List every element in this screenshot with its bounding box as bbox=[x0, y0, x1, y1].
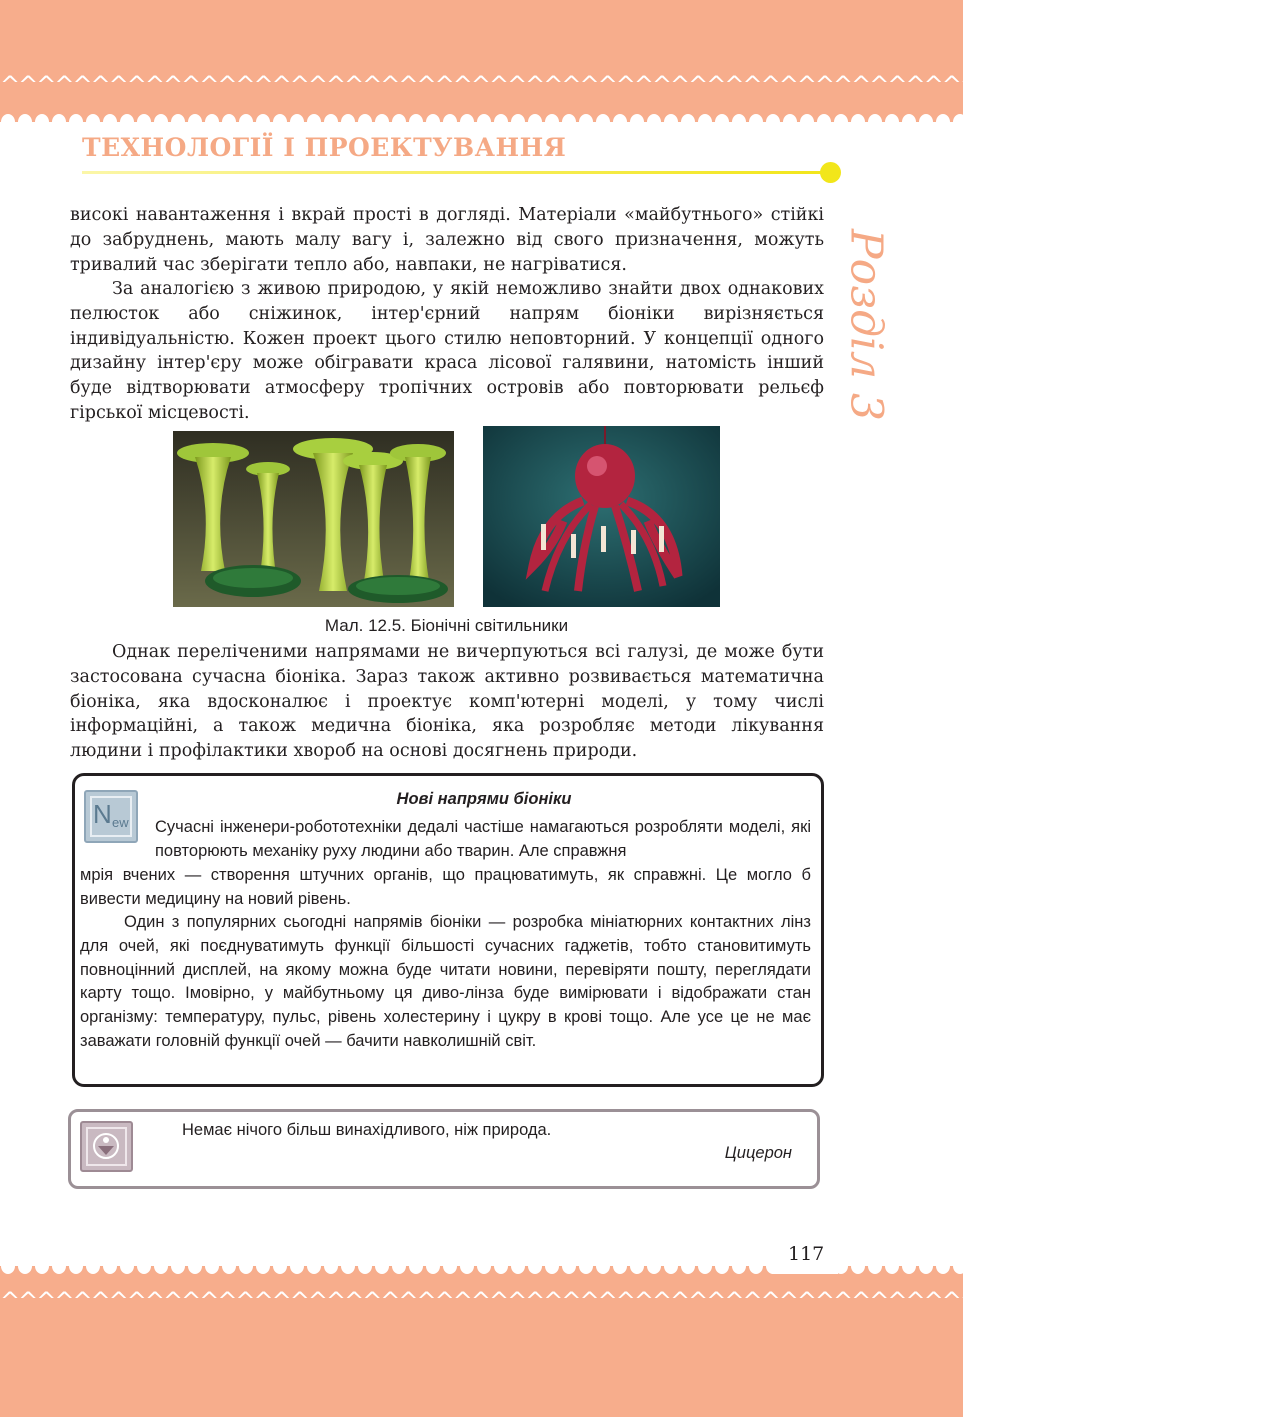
info-box-title: Нові напрями біоніки bbox=[396, 790, 572, 808]
chapter-side-label bbox=[836, 230, 896, 420]
quote-author: Цицерон bbox=[724, 1144, 792, 1162]
quote-text: Немає нічого більш винахідливого, ніж природа. bbox=[182, 1121, 552, 1139]
info-box-paragraph-1-rest: мрія вчених — створення штучних органів, що працюватимуть, як справжні. Це могло б вивести медицину на новий рівень. bbox=[80, 866, 811, 908]
footer-pattern-arrows: ^^^^^^^^^^^^^^^^^^^^^^^^^^^^^^^^^^^^^^^^^^^^^^^^^^^^^^^^^^^^^^^^^^^^^^ bbox=[0, 1287, 1268, 1315]
chapter-side-label-text: Розділ 3 bbox=[840, 228, 892, 422]
title-underline-dot bbox=[820, 162, 841, 183]
header-band bbox=[0, 0, 1268, 128]
page-number: 117 bbox=[788, 1243, 825, 1265]
info-box-paragraph-1-start: Сучасні інженери-робототехніки дедалі частіше намагаються розробляти моделі, які повторюють механіку руху людини або тварин. Але справжня bbox=[155, 818, 811, 860]
new-icon-suffix: ew bbox=[112, 815, 129, 830]
header-scallop-edge bbox=[0, 104, 963, 132]
figure-caption: Мал. 12.5. Біонічні світильники bbox=[324, 616, 569, 635]
info-box-paragraph-2: Один з популярних сьогодні напрямів біоніки — розробка мініатюрних контактних лінз для очей, які поєднуватимуть функції більшості сучасних гаджетів, тобто становитимуть повноцінний дисплей, на якому можна буде читати новини, перевіряти пошту, переглядати карту тощо. Імовірно, у майбутньому ця диво-лінза буде вимірювати і відображати стан організму: температуру, пульс, рівень холестерину і цукру в крові тощо. Але усе це не має заважати головній функції очей — бачити навколишній світ. bbox=[80, 913, 811, 1050]
new-icon-letter: N bbox=[93, 799, 112, 829]
body-paragraph-3: Однак переліченими напрямами не вичерпуються всі галузі, де може бути застосована сучасна біоніка. Зараз також активно розвивається математична біоніка, яка вдосконалює і проектує комп'ютерні моделі, у тому числі інформаційні, а також медична біоніка, яка розробляє методи лікування людини і профілактики хвороб на основі досягнень природи. bbox=[70, 642, 824, 762]
photo-octopus-chandelier bbox=[483, 426, 720, 607]
quote-speech-icon bbox=[80, 1121, 133, 1172]
new-icon bbox=[84, 790, 138, 843]
section-title: ТЕХНОЛОГІЇ І ПРОЕКТУВАННЯ bbox=[82, 133, 567, 162]
title-underline bbox=[82, 171, 827, 174]
body-paragraph-2: За аналогією з живою природою, у якій неможливо знайти двох однакових пелюсток або сніжинок, інтер'єрний напрям біоніки вирізняється індивідуальністю. Кожен проект цього стилю неповторний. У концепції одного дизайну інтер'єру може обігравати краса лісової галявини, натомість інший буде відтворювати атмосферу тропічних островів або повторювати рельєф гірської місцевості. bbox=[70, 279, 824, 423]
photo-green-lamps bbox=[173, 431, 454, 607]
body-paragraph-1: високі навантаження і вкрай прості в догляді. Матеріали «майбутнього» стійкі до забруднень, мають малу вагу і, залежно від свого призначення, можуть тривалий час зберігати тепло або, навпаки, не нагріватися. bbox=[70, 205, 824, 275]
footer-band bbox=[0, 1260, 1268, 1417]
header-pattern-arrows: ^^^^^^^^^^^^^^^^^^^^^^^^^^^^^^^^^^^^^^^^^^^^^^^^^^^^^^^^^^^^^^^^^^^^^^ bbox=[0, 71, 1268, 99]
